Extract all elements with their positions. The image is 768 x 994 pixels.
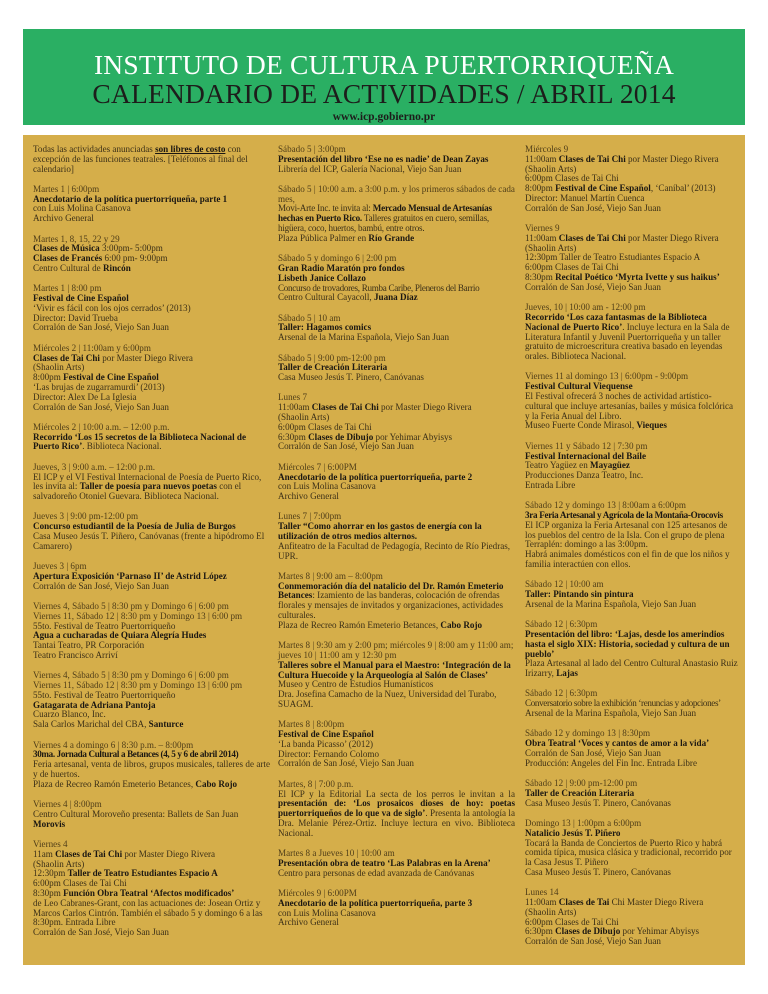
event-date: Jueves, 3 | 9:00 a.m. – 12:00 p.m. — [33, 461, 156, 472]
event-entry: Viernes 11 y Sábado 12 | 7:30 pm Festival Internacional del Baile Teatro Yagüez en Mayagüez Producciones Danza Teatro, Inc. Entrada Libre — [525, 442, 739, 491]
event-date: Viernes 4, Sábado 5 | 8:30 pm y Domingo 6 | 6:00 pm — [33, 600, 229, 611]
event-title: Taller de Creación Literaria — [525, 787, 635, 798]
event-date: Lunes 7 | 7:00pm — [278, 511, 342, 522]
event-title: Gran Radio Maratón pro fondos — [278, 262, 405, 273]
calendar-title: CALENDARIO DE ACTIVIDADES / ABRIL 2014 — [92, 78, 676, 109]
event-entry: Martes, 8 | 7:00 p.m. El ICP y la Editorial La secta de los perros le invitan a la presentación de: ‘Los prosaicos dioses de hoy: poetas puertorriqueños de lo que va de siglo’. Presenta la antología la Dra. Melanie Pérez-Ortiz. Incluye lectura en vivo. Biblioteca Nacional. — [278, 778, 515, 838]
event-title: Obra Teatral ‘Voces y cantos de amor a la vida’ — [525, 738, 710, 749]
event-date: Jueves 3 | 6pm — [33, 561, 87, 572]
event-date: Martes 1 | 8:00 pm — [33, 283, 102, 294]
event-title: Concurso estudiantil de la Poesía de Julia de Burgos — [33, 521, 236, 532]
event-date: Sábado 5 | 10 am — [278, 312, 341, 323]
header-banner — [23, 29, 745, 125]
event-date: Sábado 5 y domingo 6 | 2:00 pm — [278, 253, 397, 264]
event-entry: Miércoles 9 | 6:00PM Anecdotario de la política puertorriqueña, parte 3 con Luis Molina Casanova Archivo General — [278, 889, 515, 928]
event-date: Viernes 4 a domingo 6 | 8:30 p.m. – 8:00pm — [33, 739, 194, 750]
event-entry: Sábado 12 y domingo 13 | 8:00am a 6:00pm 3ra Feria Artesanal y Agrícola de la Montaña-Orocovis El ICP organiza la Feria Artesanal con 125 artesanos de los pueblos del centro de la Isla. Con el grupo de plena Terraplén: domingo a las 3:00pm. Habrá animales domésticos con el fin de que los niños y familia interactúen con ellos. — [525, 501, 739, 570]
event-entry: Viernes 4, Sábado 5 | 8:30 pm y Domingo 6 | 6:00 pm Viernes 11, Sábado 12 | 8:30 pm y Domingo 13 | 6:00 pm 55to. Festival de Teatro Puertorriqueño Agua a cucharadas de Quiara Alegría Hudes Tantai Teatro, PR Corporación Teatro Francisco Arriví — [33, 602, 270, 661]
event-entry: Viernes 11 al domingo 13 | 6:00pm - 9:00pm Festival Cultural Viequense El Festival ofrecerá 3 noches de actividad artístico-cultural que incluye artesanías, bailes y música folclórica y la Feria Anual del Libro. Museo Fuerte Conde Mirasol, Vieques — [525, 372, 739, 431]
event-date: Lunes 7 — [278, 392, 308, 403]
institute-title: INSTITUTO DE CULTURA PUERTORRIQUEÑA — [93, 49, 675, 80]
event-date: Martes 8 a Jueves 10 | 10:00 am — [278, 848, 395, 859]
event-title: Festival Cultural Viequense — [525, 381, 633, 392]
event-title: Recorrido ‘Los 15 secretos de la Biblioteca Nacional de Puerto Rico’ — [33, 431, 246, 452]
event-title: Festival de Cine Español — [33, 293, 129, 304]
event-title: Anecdotario de la política puertorriqueña, parte 1 — [33, 193, 228, 204]
event-entry: Sábado 5 | 9:00 pm-12:00 pm Taller de Creación Literaria Casa Museo Jesús T. Pinero, Canóvanas — [278, 354, 515, 383]
intro-note: Todas las actividades anunciadas son libres de costo con excepción de las funciones teatrales. [Teléfonos al final del calendario] — [33, 144, 248, 174]
event-date: Sábado 12 y domingo 13 | 8:30pm — [525, 728, 651, 739]
event-title: Anecdotario de la política puertorriqueña, parte 3 — [278, 897, 473, 908]
event-entry: Lunes 7 | 7:00pm Taller “Como ahorrar en los gastos de energía con la utilización de otros medios alternos. Anfiteatro de la Facultad de Pedagogía, Recinto de Río Piedras, UPR. — [278, 512, 515, 561]
event-date: Sábado 5 | 3:00pm — [278, 144, 346, 154]
event-title: Taller “Como ahorrar en los gastos de energía con la utilización de otros medios alternos. — [278, 521, 482, 541]
event-date: Martes 1, 8, 15, 22 y 29 — [33, 233, 120, 244]
event-title: Gatagarata de Adriana Pantoja — [33, 699, 156, 710]
event-entry: Martes 8 | 9:30 am y 2:00 pm; miércoles 9 | 8:00 am y 11:00 am; jueves 10 | 11:00 am y 12:30 pm Talleres sobre el Manual para el Maestro: ‘Integración de la Cultura Huecoide y la Arqueología al Salón de Clases’ Museo y Centro de Estudios Humanísticos Dra. Josefina Camacho de la Nuez, Universidad del Turabo, SUAGM. — [278, 640, 514, 709]
event-entry: Sábado 12 | 10:00 am Taller: Pintando sin pintura Arsenal de la Marina Española, Viejo San Juan — [525, 580, 739, 609]
event-entry: Martes 8 | 8:00pm Festival de Cine Español ‘La banda Picasso’ (2012) Director: Fernando Colomo Corralón de San José, Viejo San Juan — [278, 720, 515, 769]
event-entry: Jueves, 10 | 10:00 am - 12:00 pm Recorrido ‘Los caza fantasmas de la Biblioteca Nacional de Puerto Rico’. Incluye lectura en la Sala de Literatura Infantil y Juvenil Puertorriqueña y un taller gratuito de microescritura creativa basado en leyendas orales. Biblioteca Nacional. — [525, 303, 739, 362]
event-date: Sábado 5 | 10:00 a.m. a 3:00 p.m. y los primeros sábados de cada mes, — [278, 183, 515, 204]
event-date: Martes 8 | 8:00pm — [278, 719, 345, 730]
event-entry: Sábado 12 | 6:30pm Presentación del libro: ‘Lajas, desde los amerindios hasta el siglo XIX: Historia, sociedad y cultura de un pueblo’ Plaza Artesanal al lado del Centro Cultural Anastasio Ruiz Irizarry, Lajas — [525, 619, 738, 679]
event-entry: Viernes 4 11am Clases de Tai Chi por Master Diego Rivera (Shaolin Arts) 12:30pm Taller de Teatro Estudiantes Espacio A 6:00pm Clases de Tai Chi 8:30pm Función Obra Teatral ‘Afectos modificados’ de Leo Cabranes-Grant, con las actuaciones de: Josean Ortiz y Marcos Carlos Cintrón. También el sábado 5 y domingo 6 a las 8:30pm. Entrada Libre Corralón de San José, Viejo San Juan — [33, 840, 270, 938]
event-title: Natalicio Jesús T. Piñero — [525, 827, 621, 838]
event-date: Sábado 12 | 6:30pm — [525, 688, 598, 699]
event-date: Miércoles 7 | 6:00PM — [278, 461, 357, 472]
event-entry: Viernes 9 11:00am Clases de Tai Chi por Master Diego Rivera (Shaolin Arts) 12:30pm Taller de Teatro Estudiantes Espacio A 6:00pm Clases de Tai Chi 8:30pm Recital Poético ‘Myrta Ivette y sus haikus’ Corralón de San José, Viejo San Juan — [525, 224, 739, 293]
event-entry: Viernes 4 a domingo 6 | 8:30 p.m. – 8:00pm 30ma. Jornada Cultural a Betances (4, 5 y 6 de abril 2014) Feria artesanal, venta de libros, grupos musicales, talleres de arte y de huertos. Plaza de Recreo Ramón Emeterio Betances, Cabo Rojo — [33, 739, 270, 789]
event-entry: Sábado 5 | 10 am Taller: Hagamos comics Arsenal de la Marina Española, Viejo San Juan — [278, 314, 515, 343]
event-date: Viernes 11, Sábado 12 | 8:30 pm y Domingo 13 | 6:00 pm — [33, 610, 243, 621]
event-date: Martes 8 | 9:30 am y 2:00 pm; miércoles 9 | 8:00 am y 11:00 am; jueves 10 | 11:00 am y 12:30 pm — [278, 640, 514, 660]
event-date: Jueves, 10 | 10:00 am - 12:00 pm — [525, 302, 646, 313]
column-3 — [525, 145, 739, 957]
event-date: Martes 8 | 9:00 am – 8:00pm — [278, 570, 383, 581]
event-title: Taller: Hagamos comics — [278, 322, 372, 333]
event-entry: Sábado 12 | 9:00 pm-12:00 pm Taller de Creación Literaria Casa Museo Jesús T. Pinero, Canóvanas — [525, 779, 739, 808]
event-date: Martes, 8 | 7:00 p.m. — [278, 778, 354, 789]
event-entry: Miércoles 7 | 6:00PM Anecdotario de la política puertorriqueña, parte 2 con Luis Molina Casanova Archivo General — [278, 463, 515, 502]
event-date: Viernes 11 al domingo 13 | 6:00pm - 9:00pm — [525, 371, 689, 382]
event-date: Miércoles 2 | 10:00 a.m. – 12:00 p.m. — [33, 421, 170, 432]
event-entry: Viernes 4, Sábado 5 | 8:30 pm y Domingo 6 | 6:00 pm Viernes 11, Sábado 12 | 8:30 pm y Domingo 13 | 6:00 pm 55to. Festival de Teatro Puertorriqueño Gatagarata de Adriana Pantoja Cuarzo Blanco, Inc. Sala Carlos Marichal del CBA, Santurce — [33, 671, 270, 730]
event-date: Viernes 4 — [33, 838, 68, 849]
event-title: 30ma. Jornada Cultural a Betances (4, 5 y 6 de abril 2014) — [33, 749, 239, 760]
event-title: Talleres sobre el Manual para el Maestro: ‘Integración de la Cultura Huecoide y la Arqueología al Salón de Clases’ — [278, 659, 511, 680]
event-date: Jueves 3 | 9:00 pm-12:00 pm — [33, 511, 139, 522]
event-date: Viernes 11, Sábado 12 | 8:30 pm y Domingo 13 | 6:00 pm — [33, 680, 243, 691]
event-entry: Jueves 3 | 9:00 pm-12:00 pm Concurso estudiantil de la Poesía de Julia de Burgos Casa Museo Jesús T. Piñero, Canóvanas (frente a hipódromo El Camarero) — [33, 512, 270, 551]
event-date: Sábado 12 | 10:00 am — [525, 579, 604, 590]
event-entry: Miércoles 9 11:00am Clases de Tai Chi por Master Diego Rivera (Shaolin Arts) 6:00pm Clases de Tai Chi 8:00pm Festival de Cine Español, ‘Caníbal’ (2013) Director: Manuel Martín Cuenca Corralón de San José, Viejo San Juan — [525, 145, 739, 214]
event-title: Presentación del libro: ‘Lajas, desde los amerindios hasta el siglo XIX: Historia, sociedad y cultura de un pueblo’ — [525, 628, 730, 659]
event-entry: Martes 8 a Jueves 10 | 10:00 am Presentación obra de teatro ‘Las Palabras en la Arena’ Centro para personas de edad avanzada de Canóvanas — [278, 849, 515, 878]
event-title: Agua a cucharadas de Quiara Alegría Hudes — [33, 630, 207, 641]
event-title: Presentación obra de teatro ‘Las Palabras en la Arena’ — [278, 857, 491, 868]
event-entry: Viernes 4 | 8:00pm Centro Cultural Moroveño presenta: Ballets de San Juan Morovis — [33, 800, 270, 829]
event-date: Sábado 12 | 9:00 pm-12:00 pm — [525, 778, 638, 789]
event-entry: Sábado 5 y domingo 6 | 2:00 pm Gran Radio Maratón pro fondos Lisbeth Janice Collazo Concurso de trovadores, Rumba Caribe, Pleneros del Barrio Centro Cultural Cayacoll, Juana Díaz — [278, 254, 515, 303]
event-entry: Miércoles 2 | 11:00am y 6:00pm Clases de Tai Chi por Master Diego Rivera (Shaolin Arts) 8:00pm Festival de Cine Español ‘Las brujas de zugarramurdi’ (2013) Director: Alex De La Iglesia Corralón de San José, Viejo San Juan — [33, 344, 270, 413]
event-date: Lunes 14 — [525, 887, 559, 898]
event-title: Taller: Pintando sin pintura — [525, 589, 634, 600]
free-of-cost-emphasis: son libres de costo — [155, 144, 226, 154]
event-date: Viernes 4 | 8:00pm — [33, 799, 102, 810]
website-url[interactable]: www.icp.gobierno.pr — [332, 111, 436, 123]
column-1 — [33, 145, 270, 948]
column-2 — [278, 145, 515, 939]
event-entry: Sábado 5 | 10:00 a.m. a 3:00 p.m. y los primeros sábados de cada mes, Movi-Arte Inc. te invita al: Mercado Mensual de Artesanías hechas en Puerto Rico. Talleres gratuitos en cuero, semillas, higüera, coco, huertos, bambú, entre otros. Plaza Pública Palmer en Río Grande — [278, 183, 515, 243]
event-entry: Domingo 13 | 1:00pm a 6:00pm Natalicio Jesús T. Piñero Tocará la Banda de Conciertos de Puerto Rico y habrá comida típica, musica clásica y tradicional, recorrido por la Casa Jesus T. Piñero Casa Museo Jesús T. Pinero, Canóvanas — [525, 819, 739, 878]
event-date: Sábado 12 | 6:30pm — [525, 619, 598, 630]
event-title: Taller de Creación Literaria — [278, 362, 388, 373]
event-date: Sábado 5 | 9:00 pm-12:00 pm — [278, 352, 386, 363]
event-title: Festival Internacional del Baile — [525, 450, 646, 461]
event-date: Miércoles 9 — [525, 144, 569, 154]
event-title: Festival de Cine Español — [278, 729, 374, 740]
calendar-panel — [23, 135, 745, 965]
event-title: Presentación del libro ‘Ese no es nadie’ de Dean Zayas — [278, 153, 489, 164]
event-entry: Jueves 3 | 6pm Apertura Exposición ‘Parnaso II’ de Astrid López Corralón de San José, Viejo San Juan — [33, 562, 270, 591]
event-date: Sábado 12 y domingo 13 | 8:00am a 6:00pm — [525, 500, 686, 511]
event-date: Martes 1 | 6:00pm — [33, 183, 100, 194]
event-entry: Lunes 14 11:00am Clases de Tai Chi Master Diego Rivera (Shaolin Arts) 6:00pm Clases de Tai Chi 6:30pm Clases de Dibujo por Yehimar Abyisys Corralón de San José, Viejo San Juan — [525, 888, 739, 947]
event-entry: Lunes 7 11:00am Clases de Tai Chi por Master Diego Rivera (Shaolin Arts) 6:00pm Clases de Tai Chi 6:30pm Clases de Dibujo por Yehimar Abyisys Corralón de San José, Viejo San Juan — [278, 393, 515, 452]
event-entry: Martes 1 | 6:00pm Anecdotario de la política puertorriqueña, parte 1 con Luis Molina Casanova Archivo General — [33, 185, 270, 224]
event-entry: Sábado 5 | 3:00pm Presentación del libro ‘Ese no es nadie’ de Dean Zayas Librería del ICP, Galería Nacional, Viejo San Juan — [278, 145, 515, 174]
event-entry: Martes 8 | 9:00 am – 8:00pm Conmemoración día del natalicio del Dr. Ramón Emeterio Betances: Izamiento de las banderas, colocación de ofrendas florales y mensajes de invitados y organizaciones, actividades culturales. Plaza de Recreo Ramón Emeterio Betances, Cabo Rojo — [278, 572, 515, 631]
event-date: Viernes 11 y Sábado 12 | 7:30 pm — [525, 440, 648, 451]
event-entry: Martes 1, 8, 15, 22 y 29 Clases de Música 3:00pm- 5:00pm Clases de Francés 6:00 pm- 9:00pm Centro Cultural de Rincón — [33, 235, 270, 274]
event-entry: Miércoles 2 | 10:00 a.m. – 12:00 p.m. Recorrido ‘Los 15 secretos de la Biblioteca Nacional de Puerto Rico’. Biblioteca Nacional. — [33, 423, 270, 452]
event-entry: Sábado 12 y domingo 13 | 8:30pm Obra Teatral ‘Voces y cantos de amor a la vida’ Corralón de San José, Viejo San Juan Producción: Angeles del Fin Inc. Entrada Libre — [525, 729, 739, 768]
event-entry: Jueves, 3 | 9:00 a.m. – 12:00 p.m. El ICP y el VI Festival Internacional de Poesía de Puerto Rico, les invita al: Taller de poesía para nuevos poetas con el salvadoreño Otoniel Guevara. Biblioteca Nacional. — [33, 463, 270, 502]
event-entry: Martes 1 | 8:00 pm Festival de Cine Español ‘Vivir es fácil con los ojos cerrados’ (2013) Director: David Trueba Corralón de San José, Viejo San Juan — [33, 284, 270, 333]
event-date: Viernes 4, Sábado 5 | 8:30 pm y Domingo 6 | 6:00 pm — [33, 670, 229, 681]
event-title: Apertura Exposición ‘Parnaso II’ de Astrid López — [33, 570, 227, 581]
event-date: Viernes 9 — [525, 223, 560, 234]
event-date: Domingo 13 | 1:00pm a 6:00pm — [525, 817, 642, 828]
event-date: Miércoles 9 | 6:00PM — [278, 887, 357, 898]
event-title: Anecdotario de la política puertorriqueña, parte 2 — [278, 471, 473, 482]
event-date: Miércoles 2 | 11:00am y 6:00pm — [33, 342, 151, 353]
event-title: 3ra Feria Artesanal y Agrícola de la Montaña-Orocovis — [525, 510, 723, 520]
event-entry: Sábado 12 | 6:30pm Conversatorio sobre la exhibición ‘renuncias y adopciones’ Arsenal de la Marina Española, Viejo San Juan — [525, 689, 739, 718]
